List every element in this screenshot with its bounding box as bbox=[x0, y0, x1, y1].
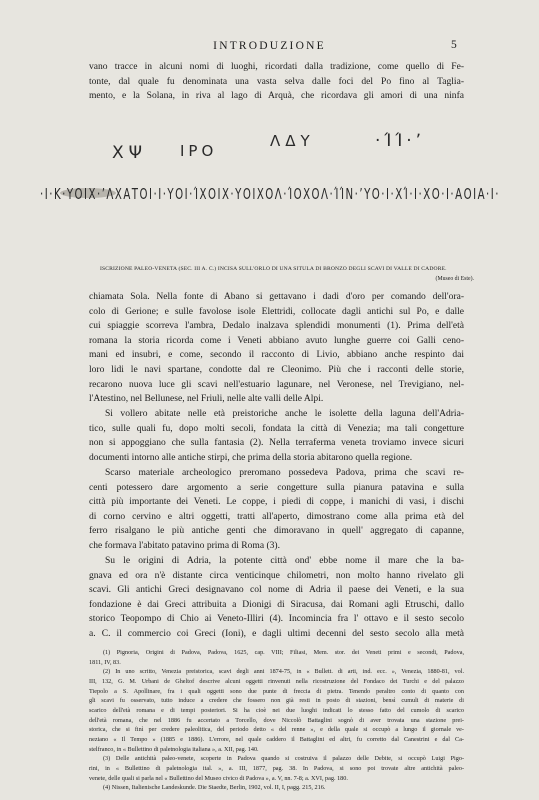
footnote-line: venete, delle quali si parla nel « Bullettino del Museo civico di Padova », a. V, nn. 7-8; a. XVI, pag. 180. bbox=[89, 774, 348, 782]
text-line: storico Teopompo di Chio ai Veneto-Illiri (4). Incomincia fra l' ottavo e il sesto secolo bbox=[89, 613, 464, 625]
figure-caption: ISCRIZIONE PALEO-VENETA (SEC. III A. C.) INCISA SULL'ORLO DI UNA SITULA DI BRONZO DEGLI SCAVI DI VALLE DI CADORE. bbox=[100, 266, 447, 272]
footnote-line: (4) Nissen, Italienische Landeskunde. Die Staedte, Berlin, 1902, vol. II, I, pagg. 215, 216. bbox=[103, 784, 326, 792]
text-line: cui spiaggie scorreva l'ambra, Dedalo inalzava splendidi monumenti (1). Prima dell'età bbox=[89, 320, 464, 332]
text-line: città più importante dei Veneti. Le coppe, i piedi di coppe, i manichi di vasi, i dischi bbox=[89, 496, 464, 508]
paragraph bbox=[89, 407, 464, 465]
footnote-line: scarico dell'età romana e di tempi posteriori. Si ha cioè nei due luoghi indicati lo stesso fatto del cumolo di scarico bbox=[89, 706, 464, 714]
text-line: ferro risalgano le più antiche genti che dimoravano in quell' aggregato di capanne, bbox=[89, 525, 464, 537]
text-line: gnava ed ora n'è distante circa venticinque chilometri, non molto hanno rivelato gli bbox=[89, 569, 464, 581]
text-line: mento, e la Solana, in riva al lago di Arquà, che ricordava gli amori di una ninfa bbox=[89, 90, 464, 102]
footnote-line: stelfranco, in « Bullettino di paletnologia italiana », a. XII, pag. 140. bbox=[89, 745, 259, 753]
text-line: documenti intorno alle antiche stirpi, che prima della storia abitarono quella regione. bbox=[89, 451, 413, 463]
paragraph bbox=[89, 290, 464, 407]
paragraph bbox=[89, 554, 464, 642]
running-header-title: INTRODUZIONE bbox=[213, 40, 326, 52]
text-line: centi potessero dare argomento a serie congetture sulla pianura patavina e sulla bbox=[89, 481, 464, 493]
text-line: colo di Gerione; e sulle favolose isole Elettridi, collocate dagli antichi sul Po, e dalle bbox=[89, 305, 464, 317]
footnote-line: neziano « Il Tempo » (1885 e 1886). L'errore, nel quale caddero il Battaglini ed altri, fu corretto dal Canestrini e dal Ca- bbox=[89, 735, 464, 743]
text-line: romana la storia ricorda come i Veneti abbiano avuto lunghe guerre coi Galli ceno- bbox=[89, 334, 464, 346]
text-line: fondazione è dai Greci attribuita a Dionigi di Siracusa, dai Romani agli Etruschi, dallo bbox=[89, 598, 464, 610]
footnote-line: (1) Pignoria, Origini di Padova, Padova, 1625, cap. VIII; Filiasi, Mem. stor. dei Veneti primi e secondi, Padova, bbox=[103, 649, 464, 656]
text-line: di corno cervino e altri oggetti, tratti all'aperto, dimostrano come alla prima età del bbox=[89, 510, 464, 522]
text-line: che formava l'abitato patavino prima di Roma (3). bbox=[89, 539, 281, 551]
footnote-line: rini, in « Bullettino di paletnologia ital. », a. III, 1877, pag. 38. In Padova, si sono poi trovate altre antichità paleo- bbox=[89, 764, 464, 772]
inscription-fragment-mid: ΙΡΟ bbox=[180, 142, 218, 160]
text-line: Scarso materiale archeologico preromano possedeva Padova, prima che scavi re- bbox=[105, 467, 464, 478]
footnote-line: storica, che si finì per credere paleolitica, del periodo detto « del renne », e della quale si occupò a lungo il giornale ve- bbox=[89, 726, 464, 734]
inscription-main-line: ·Ι·Κ·ΥΟΙΧ·ʼΛΧΑΤΟΙ·Ι·ΥΟΙ·ΊΧΟΙΧ·ΥΟΙΧΟΛ·ΊΟΧΟΛ·ΊΊΝ·ʼΥΟ·Ι·ΧΊ·Ι·ΧΟ·Ι·ΑΟΙΑ·Ι· bbox=[40, 185, 500, 203]
footnote-line: III, 132, G. M. Urbani de Gheltof descrive alcuni oggetti rinvenuti nella ricostruzione del Fondaco dei Turchi e del palazzo bbox=[89, 677, 464, 685]
text-line: l'Atestino, nel Bellunese, nel Friuli, nelle alte valli delle Alpi. bbox=[89, 393, 324, 405]
text-line: vano tracce in alcuni nomi di luoghi, ricordati dalla tradizione, come quello di Fe- bbox=[89, 61, 464, 72]
footnote-line: (2) In uno scritto, Venezia preistorica, scavi degli anni 1874-75, in « Bullett. di arti, ind. ecc. », Venezia, 1880-81, vol. bbox=[103, 668, 464, 676]
text-line: recarono nuova luce gli scavi nell'estuario lagunare, nel Veronese, nel Trevigiano, nel- bbox=[89, 378, 464, 390]
inscription-svg bbox=[0, 0, 539, 280]
text-line: a. C. il commercio coi Greci (Ioni), e dagli ultimi decenni del sesto secolo alla metà bbox=[89, 627, 464, 639]
footnote-line: dell'età romana, che nel 1886 fu accertato a Torcello, dove Niccolò Battaglini sognò di aver trovata una stazione prei- bbox=[89, 716, 464, 724]
text-line: mani ed insubri, e come, secondo il racconto di Livio, abbiano anche respinto dai bbox=[89, 349, 464, 361]
inscription-fragment-right1: ΛΔΥ bbox=[270, 132, 315, 150]
text-line: Su le origini di Adria, la potente città ond' ebbe nome il mare che la ba- bbox=[105, 555, 464, 566]
text-line: tonte, dal quale fu denominata una vasta selva dalle foci del Po fino al Taglia- bbox=[89, 75, 464, 87]
inscription-fragment-left: ΧΨ bbox=[112, 143, 148, 163]
footnote-line: (3) Delle antichità paleo-venete, scoperte in Padova quando si costruiva il palazzo delle Debite, si occupò Luigi Pigo- bbox=[103, 755, 464, 763]
inscription-fragment-right2: ·ΊΊ·ʼ bbox=[375, 131, 426, 151]
text-line: loro lidi le navi spartane, condotte dal re Cleonimo. Più che i racconti delle storie, bbox=[89, 363, 464, 375]
figure-credit: (Museo di Este). bbox=[435, 276, 474, 282]
footnote-line: gli scavi fu osservato, tutto induce a credere che fossero non già resti in posto di stazioni, bensì cumuli di materie di bbox=[89, 697, 464, 705]
inscription-figure bbox=[0, 0, 539, 280]
text-line: scavi. Gli antichi Greci designavano col nome di Adria il paese dei Veneti, e la sua bbox=[89, 584, 464, 596]
page-number: 5 bbox=[451, 39, 457, 51]
paragraph bbox=[89, 466, 464, 554]
text-line: tico, sulle quali fu, dopo molti secoli, fondata la città di Venezia; ma tali congetture bbox=[89, 422, 464, 434]
text-line: Si vollero abitate nelle età preistoriche anche le isolette della laguna dell'Adria- bbox=[105, 408, 464, 419]
text-line: chiamata Sola. Nella fonte di Abano si gettavano i dadi d'oro per comando dell'ora- bbox=[89, 291, 464, 302]
footnote-line: Tiepolo a S. Apollinare, fra i quali oggetti sono due punte di freccia di pietra. Tenendo peraltro conto di quanto con bbox=[89, 687, 464, 695]
footnote-line: 1811, IV, 83. bbox=[89, 658, 121, 666]
text-line: non si appoggiano che sulla fantasia (2). Nella terraferma veneta troviamo invece sicuri bbox=[89, 437, 464, 449]
footnotes bbox=[89, 648, 464, 793]
